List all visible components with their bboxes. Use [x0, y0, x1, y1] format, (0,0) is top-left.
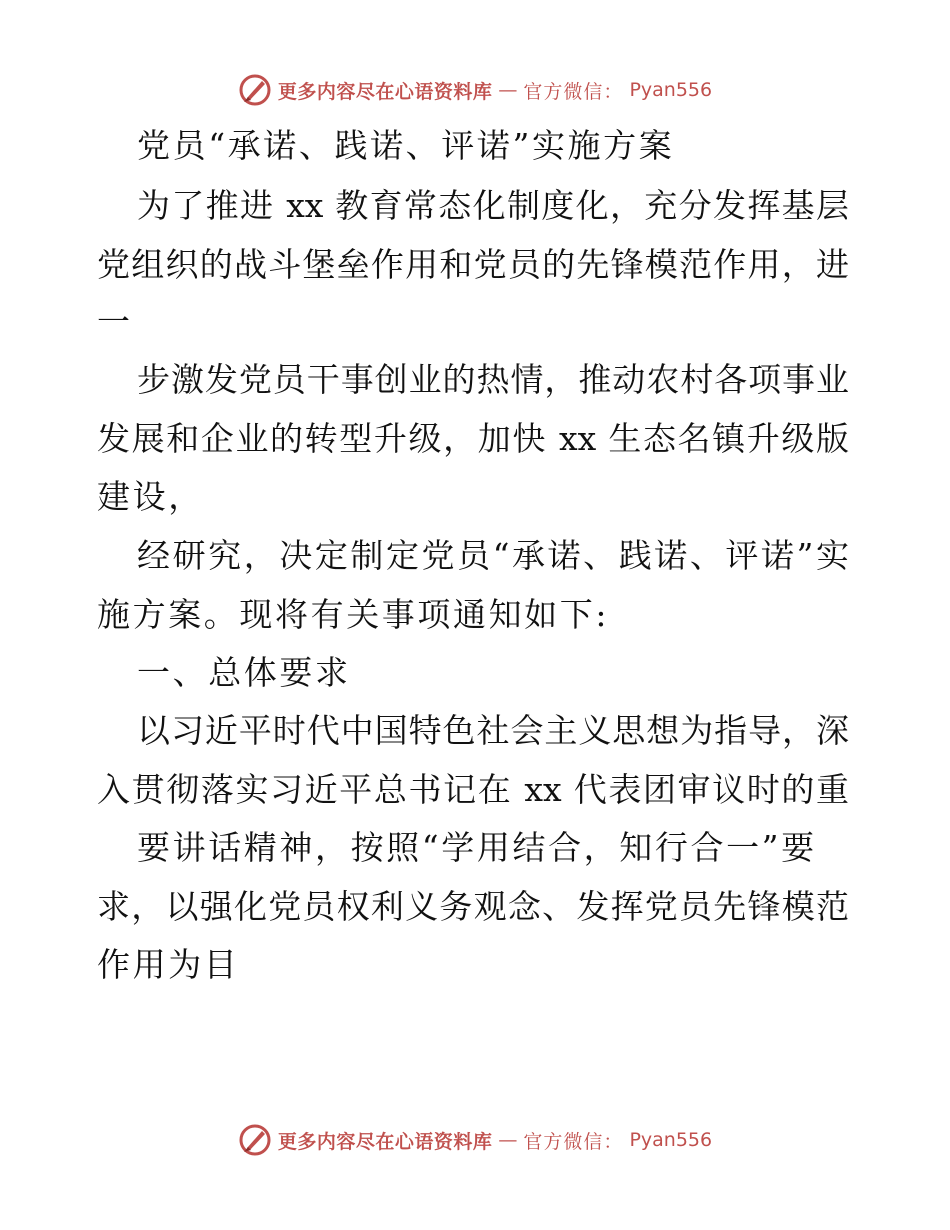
document-title: 党员“承诺、践诺、评诺”实施方案	[137, 126, 675, 165]
wechat-label: 官方微信：	[523, 1130, 624, 1153]
wechat-id: Pyan556	[629, 79, 713, 101]
quill-pen-logo-icon	[238, 73, 272, 107]
paragraph-line: 发展和企业的转型升级，加快 xx 生态名镇升级版	[97, 419, 849, 458]
paragraph-line: 步激发党员干事创业的热情，推动农村各项事业	[137, 360, 849, 399]
banner-dash: —	[498, 79, 518, 101]
wechat-label: 官方微信：	[523, 80, 624, 103]
paragraph-line: 党组织的战斗堡垒作用和党员的先锋模范作用，进	[97, 245, 849, 284]
header-banner	[0, 70, 950, 110]
paragraph-line: 一	[97, 302, 133, 341]
banner-text: 更多内容尽在心语资料库	[277, 80, 493, 103]
paragraph-line: 求，以强化党员权利义务观念、发挥党员先锋模范	[97, 887, 849, 926]
wechat-id: Pyan556	[629, 1129, 713, 1151]
paragraph-line: 经研究，决定制定党员“承诺、践诺、评诺”实	[137, 536, 849, 575]
banner-text: 更多内容尽在心语资料库	[277, 1130, 493, 1153]
paragraph-line: 要讲话精神，按照“学用结合，知行合一”要	[137, 828, 817, 867]
section-heading: 一、总体要求	[137, 653, 351, 692]
paragraph-line: 为了推进 xx 教育常态化制度化，充分发挥基层	[137, 186, 849, 225]
banner-dash: —	[498, 1129, 518, 1151]
quill-pen-logo-icon	[238, 1123, 272, 1157]
footer-banner	[0, 1120, 950, 1160]
paragraph-line: 以习近平时代中国特色社会主义思想为指导，深	[137, 711, 849, 750]
paragraph-line: 入贯彻落实习近平总书记在 xx 代表团审议时的重	[97, 770, 849, 809]
paragraph-line: 作用为目	[97, 945, 240, 984]
paragraph-line: 施方案。现将有关事项通知如下:	[97, 595, 610, 634]
paragraph-line: 建设，	[97, 477, 204, 516]
